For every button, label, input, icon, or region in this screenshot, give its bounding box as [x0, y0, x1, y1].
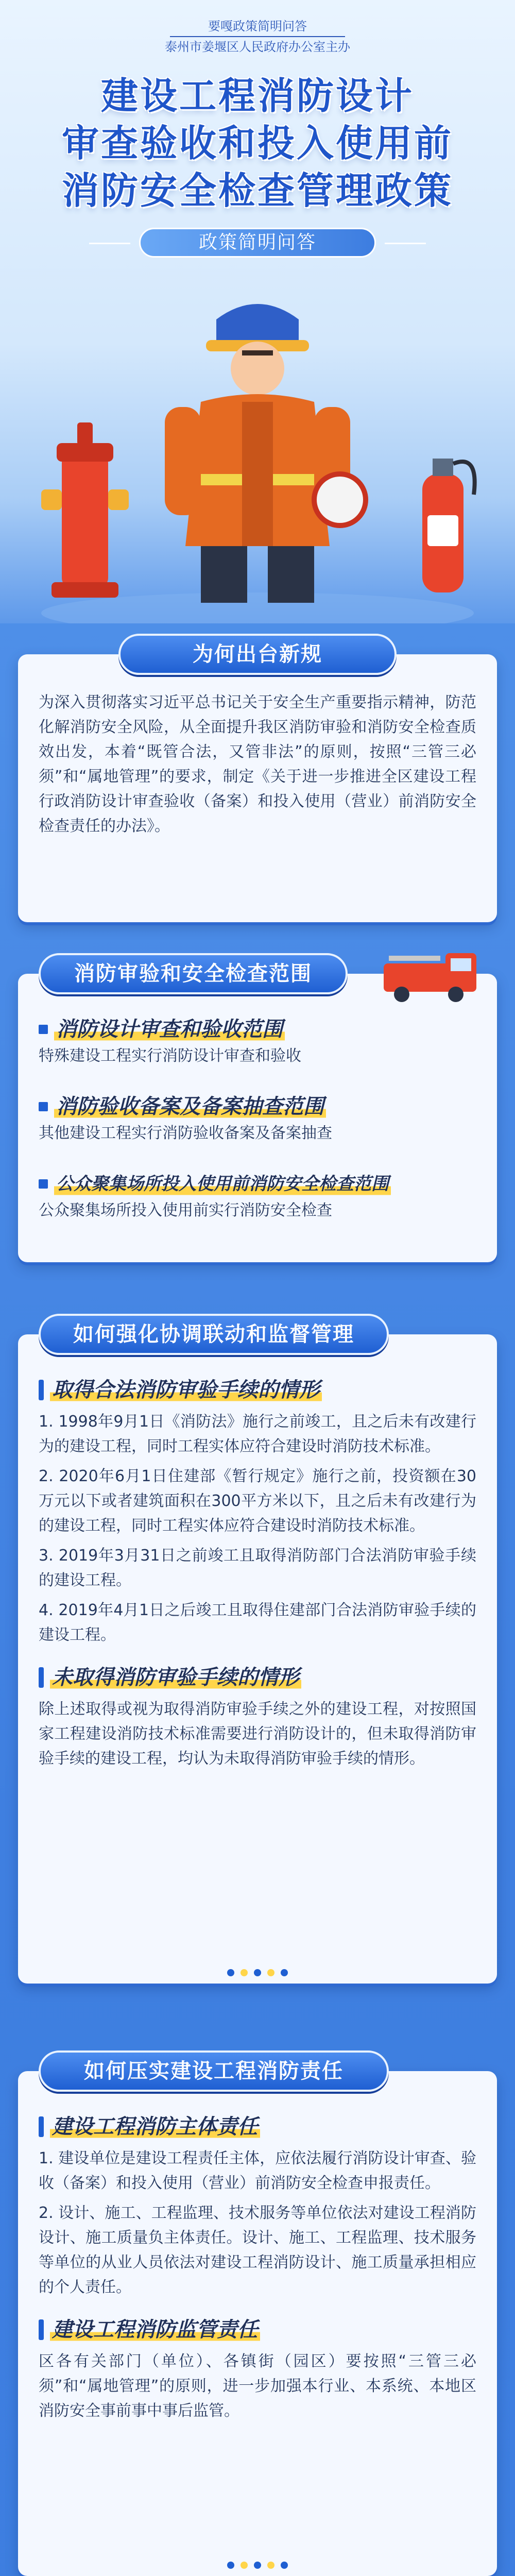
fire-truck-icon	[379, 943, 482, 1005]
card-responsibility	[18, 2059, 497, 2576]
paragraph: 除上述取得或视为取得消防审验手续之外的建设工程，对按照国家工程建设消防技术标准需要进行消防设计的，但未取得消防审验手续的建设工程，均认为未取得消防审验手续的情形。	[39, 1700, 476, 1768]
paragraph: 1. 建设单位是建设工程责任主体，应依法履行消防设计审查、验收（备案）和投入使用（营业）前消防安全检查申报责任。	[39, 2149, 476, 2192]
scope-item	[39, 1092, 476, 1146]
tag-line-2: 泰州市姜堰区人民政府办公室主办	[165, 40, 350, 54]
bullet-icon	[39, 1667, 44, 1688]
firefighter-illustration	[0, 258, 515, 623]
bullet-icon	[39, 2116, 44, 2137]
subtitle-pill: 政策简明问答	[139, 228, 376, 258]
card-scope	[18, 962, 497, 1262]
section-heading: 消防审验和安全检查范围	[39, 953, 348, 994]
hero-banner	[0, 0, 515, 623]
title-line-3: 消防安全检查管理政策	[61, 169, 453, 212]
bullet-icon	[39, 1025, 48, 1034]
card-coordination	[18, 1323, 497, 1984]
subsection-title: 建设工程消防主体责任	[39, 2112, 476, 2141]
scope-item	[39, 1170, 476, 1223]
scope-item-desc: 特殊建设工程实行消防设计审查和验收	[39, 1047, 301, 1065]
subsection-title: 未取得消防审验手续的情形	[39, 1663, 476, 1692]
bullet-icon	[39, 2319, 44, 2340]
content-block	[39, 2112, 476, 2424]
paragraph: 2. 2020年6月1日住建部《暂行规定》施行之前，投资额在30万元以下或者建筑面积在300平方米以下，且之后未有改建行为的建设工程，同时工程实体应符合建设时消防技术标准。	[39, 1467, 476, 1535]
fire-hydrant-icon	[41, 422, 129, 598]
bullet-icon	[39, 1102, 48, 1111]
scope-item-desc: 公众聚集场所投入使用前实行消防安全检查	[39, 1201, 332, 1219]
paragraph: 4. 2019年4月1日之后竣工且取得住建部门合法消防审验手续的建设工程。	[39, 1601, 476, 1644]
page-title	[21, 72, 494, 214]
section-body: 为深入贯彻落实习近平总书记关于安全生产重要指示精神，防范化解消防安全风险，从全面提升我区消防审验和消防安全检查质效出发，本着“既管合法，又管非法”的原则，按照“三管三必须”和“属地管理”的要求，制定《关于进一步推进全区建设工程行政消防设计审查验收（备案）和投入使用（营业）前消防安全检查责任的办法》。	[39, 693, 476, 835]
section-heading: 如何压实建设工程消防责任	[39, 2050, 389, 2092]
card-why-new-rules	[18, 642, 497, 922]
scope-item-desc: 其他建设工程实行消防验收备案及备案抽查	[39, 1124, 332, 1142]
paragraph: 1. 1998年9月1日《消防法》施行之前竣工，且之后未有改建行为的建设工程，同时工程实体应符合建设时消防技术标准。	[39, 1413, 476, 1455]
scope-item-title: 消防验收备案及备案抽查范围	[39, 1092, 476, 1121]
subsection-title: 取得合法消防审验手续的情形	[39, 1376, 476, 1404]
decorative-dots	[18, 1969, 497, 1976]
paragraph: 2. 设计、施工、工程监理、技术服务等单位依法对建设工程消防设计、施工质量负主体责任。设计、施工、工程监理、技术服务等单位的从业人员依法对建设工程消防设计、施工质量承担相应的个人责任。	[39, 2204, 476, 2296]
hero-tag	[139, 19, 376, 55]
firefighter-figure	[165, 304, 366, 603]
paragraph: 区各有关部门（单位）、各镇街（园区）要按照“三管三必须”和“属地管理”的原则，进一步加强本行业、本系统、本地区消防安全事前事中事后监管。	[39, 2352, 476, 2420]
section-heading: 如何强化协调联动和监督管理	[39, 1314, 389, 1355]
paragraph: 3. 2019年3月31日之前竣工且取得消防部门合法消防审验手续的建设工程。	[39, 1547, 476, 1589]
content-block	[39, 1376, 476, 1771]
scope-item	[39, 1015, 476, 1069]
tag-line-1: 要嘎政策简明问答	[208, 19, 307, 33]
tag-divider	[170, 36, 345, 37]
subsection-title: 建设工程消防监管责任	[39, 2315, 476, 2344]
scope-item-title: 公众聚集场所投入使用前消防安全检查范围	[39, 1170, 476, 1198]
title-line-1: 建设工程消防设计	[100, 74, 414, 117]
section-heading: 为何出台新规	[118, 634, 397, 675]
decorative-dots	[18, 2562, 497, 2569]
fire-extinguisher-icon	[422, 459, 475, 592]
bullet-icon	[39, 1380, 44, 1400]
title-line-2: 审查验收和投入使用前	[61, 122, 453, 165]
scope-item-title: 消防设计审查和验收范围	[39, 1015, 476, 1044]
bullet-icon	[39, 1179, 48, 1189]
